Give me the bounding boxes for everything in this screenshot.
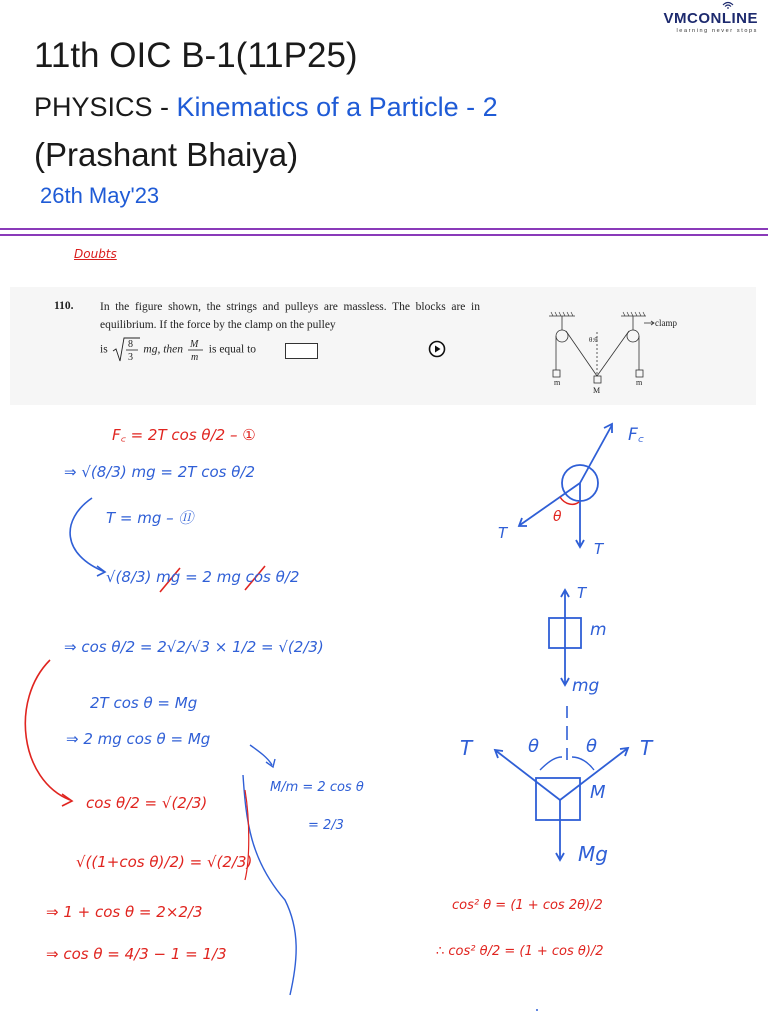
hw-eq15: ∴ cos² θ/2 = (1 + cos θ)/2 — [436, 944, 604, 959]
figure-right-mass-label: m — [636, 378, 643, 387]
hw-eq12: M/m = 2 cos θ — [270, 780, 364, 795]
figure-left-mass-label: m — [554, 378, 561, 387]
fbd1-t-left-label: T — [498, 524, 508, 542]
fbd1-t-down-label: T — [594, 540, 604, 558]
fbd1-theta-label: θ — [553, 509, 562, 525]
fbd3-t-left-label: T — [460, 736, 473, 760]
fbd3-Mg-label: Mg — [578, 842, 608, 866]
subject-prefix: PHYSICS - — [34, 92, 177, 122]
hw-eq11: ⇒ cos θ = 4/3 − 1 = 1/3 — [46, 945, 227, 963]
page-title: 11th OIC B-1(11P25) — [34, 36, 358, 75]
hw-eq10: ⇒ 1 + cos θ = 2×2/3 — [46, 903, 203, 921]
hw-eq13: = 2/3 — [308, 818, 344, 833]
question-number: 110. — [54, 300, 74, 312]
figure-angle-label: θ:θ — [589, 336, 598, 344]
doubts-label: Doubts — [74, 247, 117, 261]
fbd2-t-label: T — [577, 584, 587, 602]
question-line3-prefix: is — [100, 343, 108, 356]
hw-eq14: cos² θ = (1 + cos 2θ)/2 — [452, 898, 603, 913]
question-text: In the figure shown, the strings and pulleys are massless. The blocks are in equilibrium. If the force by the clamp on the pulley — [100, 301, 480, 331]
hw-eq6: 2T cos θ = Mg — [90, 694, 198, 712]
svg-text:3: 3 — [127, 352, 133, 363]
svg-text:M: M — [189, 339, 199, 350]
question-line3-mid: mg, then — [143, 343, 184, 356]
hw-eq5: ⇒ cos θ/2 = 2√2/√3 × 1/2 = √(2/3) — [64, 638, 324, 656]
fbd3-t-right-label: T — [640, 736, 653, 760]
hw-eq2: ⇒ √(8/3) mg = 2T cos θ/2 — [64, 463, 256, 481]
fbd1-fc-label: F꜀ — [628, 425, 644, 445]
hw-eq8: cos θ/2 = √(2/3) — [86, 794, 208, 812]
brand-tagline: learning never stops — [676, 28, 758, 34]
fbd3-theta-right-label: θ — [586, 736, 598, 757]
clamp-label: clamp — [655, 318, 677, 328]
svg-text:8: 8 — [127, 339, 133, 350]
fbd2-mg-label: mg — [572, 676, 600, 696]
hw-eq4: √(8/3) mg = 2 mg cos θ/2 — [106, 568, 300, 586]
brand-name: VMCONLINE — [663, 10, 758, 27]
subject-topic: Kinematics of a Particle - 2 — [176, 92, 498, 122]
teacher-name: (Prashant Bhaiya) — [34, 136, 299, 173]
hw-eq9: √((1+cos θ)/2) = √(2/3) — [76, 853, 253, 871]
question-line3-suffix: is equal to — [208, 343, 257, 356]
class-date: 26th May'23 — [40, 183, 160, 208]
fbd3-M-label: M — [590, 782, 606, 803]
svg-text:m: m — [190, 352, 199, 363]
hw-eq1: F꜀ = 2T cos θ/2 – ① — [112, 426, 256, 444]
figure-center-mass-label: M — [593, 386, 601, 395]
hw-eq3: T = mg – ⑪ — [106, 509, 194, 527]
hw-eq7: ⇒ 2 mg cos θ = Mg — [66, 730, 211, 748]
fbd2-m-label: m — [590, 620, 607, 640]
fbd3-theta-left-label: θ — [528, 736, 540, 757]
